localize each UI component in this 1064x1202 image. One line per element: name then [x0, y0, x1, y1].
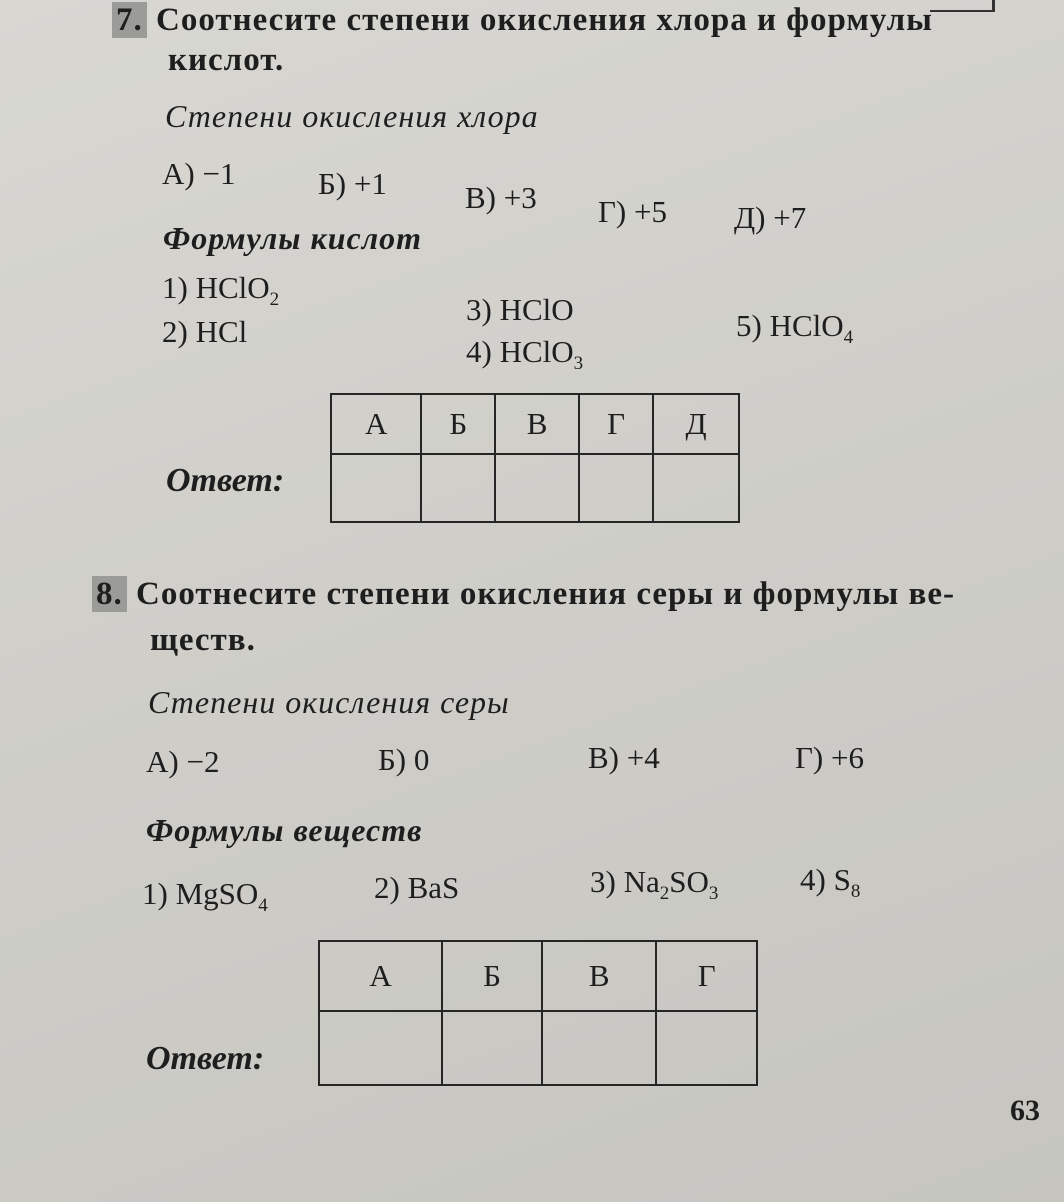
task8-formula-4: 4) $S_8$ — [800, 862, 861, 903]
task7-header-v: В — [495, 394, 579, 454]
task7-state-d: Д) +7 — [734, 200, 807, 235]
task7-header-a: А — [331, 394, 421, 454]
task7-answer-cell-g[interactable] — [579, 454, 653, 522]
task7-prompt-line1 — [112, 2, 933, 39]
task8-answer-label: Ответ: — [146, 1040, 265, 1077]
task7-answer-cell-a[interactable] — [331, 454, 421, 522]
task7-answer-label: Ответ: — [166, 462, 285, 499]
task7-formula-3: 3) HClO — [466, 292, 574, 327]
page-number: 63 — [1010, 1094, 1040, 1127]
task8-answer-table — [318, 940, 758, 1086]
task8-prompt-text: Соотнесите степени окисления серы и формулы ве- — [136, 576, 956, 612]
task7-formula-4: 4) HClO$_3$ — [466, 334, 584, 375]
task8-state-b: Б) 0 — [378, 742, 430, 777]
task8-answer-cell-b[interactable] — [442, 1011, 542, 1085]
task7-number: 7. — [112, 2, 147, 38]
task7-formula-1: 1) HClO$_2$ — [162, 270, 280, 311]
task8-answer-cell-a[interactable] — [319, 1011, 442, 1085]
task7-header-d: Д — [653, 394, 739, 454]
task7-states-heading: Степени окисления хлора — [165, 98, 539, 134]
task8-prompt-line1 — [92, 576, 955, 613]
task8-number: 8. — [92, 576, 127, 612]
task8-formula-3: 3) $Na_2SO_3$ — [590, 864, 719, 905]
task7-state-a: А) −1 — [162, 156, 236, 191]
task7-answer-cell-d[interactable] — [653, 454, 739, 522]
task8-state-a: А) −2 — [146, 744, 220, 779]
task8-states-heading: Степени окисления серы — [148, 684, 510, 720]
task7-state-v: В) +3 — [465, 180, 537, 215]
task7-prompt-text: Соотнесите степени окисления хлора и формулы — [156, 2, 933, 38]
task8-header-v: В — [542, 941, 656, 1011]
task7-state-g: Г) +5 — [598, 194, 667, 229]
task8-answer-cell-g[interactable] — [656, 1011, 757, 1085]
task8-formulas-heading: Формулы веществ — [146, 812, 423, 848]
task7-header-g: Г — [579, 394, 653, 454]
task7-formula-5: 5) HClO$_4$ — [736, 308, 854, 349]
task7-formula-2: 2) HCl — [162, 314, 248, 349]
task7-formulas-heading: Формулы кислот — [163, 220, 423, 256]
task7-answer-cell-v[interactable] — [495, 454, 579, 522]
task8-answer-cell-v[interactable] — [542, 1011, 656, 1085]
task8-state-g: Г) +6 — [795, 740, 864, 775]
task8-formula-2: 2) BaS — [374, 870, 460, 905]
task8-state-v: В) +4 — [588, 740, 660, 775]
task7-header-b: Б — [421, 394, 495, 454]
task7-answer-cell-b[interactable] — [421, 454, 495, 522]
task8-header-g: Г — [656, 941, 757, 1011]
task8-header-a: А — [319, 941, 442, 1011]
task8-prompt-line2: ществ. — [150, 622, 256, 658]
task8-header-b: Б — [442, 941, 542, 1011]
task8-formula-1: 1) MgSO$_4$ — [142, 876, 268, 917]
task7-prompt-line2: кислот. — [168, 42, 285, 78]
page-frame-line — [930, 10, 995, 12]
task7-state-b: Б) +1 — [318, 166, 387, 201]
task7-answer-table — [330, 393, 740, 523]
